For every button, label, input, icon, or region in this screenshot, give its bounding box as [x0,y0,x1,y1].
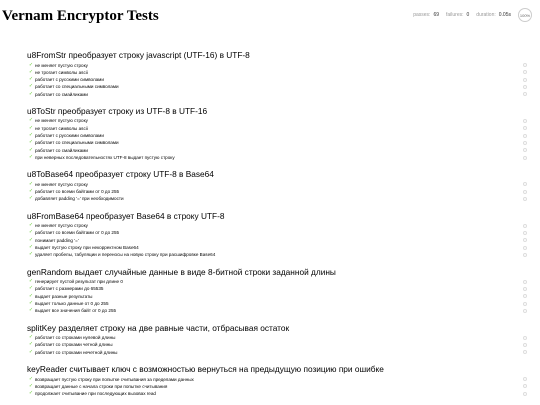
test-row[interactable] [27,76,523,83]
pass-check-icon: ✓ [28,153,34,160]
test-title[interactable]: при неверных последовательностях UTF-8 выдает пустую строку [35,154,175,160]
test-title[interactable]: выдает пустую строку при некорректном Base64 [35,245,139,251]
pass-check-icon: ✓ [28,83,34,90]
replay-icon[interactable] [523,126,527,130]
pass-check-icon: ✓ [28,341,34,348]
replay-icon[interactable] [523,253,527,257]
test-row[interactable] [27,341,523,348]
pass-check-icon: ✓ [28,222,34,229]
replay-icon[interactable] [523,119,527,123]
suite-title[interactable]: u8ToBase64 преобразует строку UTF-8 в Base64 [27,169,214,180]
test-suite [27,364,523,397]
replay-icon[interactable] [523,63,527,67]
replay-icon[interactable] [523,384,527,388]
test-title[interactable]: выдает все значения байт от 0 до 255 [35,308,117,314]
pass-check-icon: ✓ [28,292,34,299]
progress-indicator: 100% [518,8,532,22]
test-title[interactable]: выдает только данные от 0 до 255 [35,301,109,307]
replay-icon[interactable] [523,92,527,96]
pass-check-icon: ✓ [28,251,34,258]
replay-icon[interactable] [523,238,527,242]
test-title[interactable]: не трогает символы ascii [35,69,88,75]
suite-title[interactable]: keyReader считывает ключ с возможностью вернуться на предыдущую позицию при ошибке [27,364,384,375]
test-suite [27,211,523,259]
test-row[interactable] [27,293,523,300]
test-row[interactable] [27,62,523,69]
test-row[interactable] [27,383,523,390]
replay-icon[interactable] [523,343,527,347]
test-suite [27,323,523,356]
test-suite [27,267,523,315]
test-title[interactable]: работает со строками нулевой длины [35,335,116,341]
pass-check-icon: ✓ [28,139,34,146]
test-row[interactable] [27,132,523,139]
test-row[interactable] [27,307,523,314]
test-row[interactable] [27,91,523,98]
pass-check-icon: ✓ [28,132,34,139]
replay-icon[interactable] [523,78,527,82]
test-title[interactable]: не меняет пустую строку [35,181,88,187]
pass-check-icon: ✓ [28,244,34,251]
pass-check-icon: ✓ [28,285,34,292]
test-suite [27,106,523,161]
test-row[interactable] [27,237,523,244]
test-row[interactable] [27,125,523,132]
replay-icon[interactable] [523,182,527,186]
pass-check-icon: ✓ [28,124,34,131]
pass-check-icon: ✓ [28,348,34,355]
test-row[interactable] [27,390,523,397]
test-title[interactable]: не меняет пустую строку [35,223,88,229]
test-title[interactable]: работает со строками нечетной длины [35,349,118,355]
test-suite [27,169,523,202]
test-row[interactable] [27,69,523,76]
replay-icon[interactable] [523,85,527,89]
replay-icon[interactable] [523,156,527,160]
pass-check-icon: ✓ [28,90,34,97]
replay-icon[interactable] [523,224,527,228]
replay-icon[interactable] [523,392,527,396]
replay-icon[interactable] [523,148,527,152]
replay-icon[interactable] [523,246,527,250]
pass-check-icon: ✓ [28,188,34,195]
test-row[interactable] [27,147,523,154]
test-title[interactable]: работает с русскими символами [35,133,104,139]
stats-bar [413,7,532,23]
replay-icon[interactable] [523,280,527,284]
replay-icon[interactable] [523,294,527,298]
replay-icon[interactable] [523,141,527,145]
suite-title[interactable]: u8FromStr преобразует строку javascript (UTF-16) в UTF-8 [27,50,250,60]
pass-check-icon: ✓ [28,195,34,202]
test-row[interactable] [27,376,523,383]
replay-icon[interactable] [523,190,527,194]
test-title[interactable]: понимает padding '=' [35,237,79,243]
test-title[interactable]: работает со смайликами [35,91,88,97]
test-row[interactable] [27,285,523,292]
test-title[interactable]: добавляет padding '=' при необходимости [35,196,124,202]
test-row[interactable] [27,222,523,229]
suite-title[interactable]: u8ToStr преобразует строку из UTF-8 в UTF-16 [27,105,208,116]
pass-check-icon: ✓ [28,146,34,153]
pass-check-icon: ✓ [28,180,34,187]
test-title[interactable]: возвращает данные с начала строки при попытке считывания [35,383,168,389]
test-row[interactable] [27,334,523,341]
replay-icon[interactable] [523,197,527,201]
failures-label[interactable]: failures: [446,12,464,18]
test-title[interactable]: работает со всеми байтами от 0 до 255 [35,189,120,195]
test-title[interactable]: продолжает считывание при последующих вызовах read [35,391,156,397]
failures-value[interactable]: 0 [466,12,470,18]
passes-value[interactable]: 69 [433,12,439,18]
test-row[interactable] [27,349,523,356]
test-row[interactable] [27,244,523,251]
test-title[interactable]: генерирует пустой результат при длине 0 [35,279,123,285]
replay-icon[interactable] [523,302,527,306]
pass-check-icon: ✓ [28,390,34,397]
pass-check-icon: ✓ [28,278,34,285]
test-row[interactable] [27,154,523,161]
suite-title[interactable]: genRandom выдает случайные данные в виде 8-битной строки заданной длины [27,266,336,277]
test-title[interactable]: работает со строками четной длины [35,342,113,348]
test-title[interactable]: работает со специальными символами [35,140,119,146]
replay-icon[interactable] [523,336,527,340]
test-row[interactable] [27,229,523,236]
pass-check-icon: ✓ [28,229,34,236]
replay-icon[interactable] [523,231,527,235]
test-title[interactable]: не трогает символы ascii [35,125,88,131]
test-row[interactable] [27,83,523,90]
test-row[interactable] [27,278,523,285]
pass-check-icon: ✓ [28,307,34,314]
test-title[interactable]: работает с русскими символами [35,77,104,83]
test-suite [27,50,523,98]
test-row[interactable] [27,139,523,146]
test-title[interactable]: не меняет пустую строку [35,62,88,68]
replay-icon[interactable] [523,377,527,381]
test-title[interactable]: удаляет пробелы, табуляции и переносы на новую строку при расшифровке Base64 [35,252,216,258]
passes-label[interactable]: passes: [413,12,431,18]
test-title[interactable]: возвращает пустую строку при попытке считывания за пределами данных [35,376,194,382]
test-title[interactable]: выдает разные результаты [35,293,93,299]
test-title[interactable]: не меняет пустую строку [35,118,88,124]
test-title[interactable]: работает со всеми байтами от 0 до 255 [35,230,120,236]
pass-check-icon: ✓ [28,300,34,307]
test-title[interactable]: работает со специальными символами [35,84,119,90]
test-report [27,50,523,405]
pass-check-icon: ✓ [28,68,34,75]
test-row[interactable] [27,251,523,258]
test-title[interactable]: работает с размерами до 65535 [35,286,104,292]
test-row[interactable] [27,117,523,124]
pass-check-icon: ✓ [28,61,34,68]
pass-check-icon: ✓ [28,334,34,341]
test-title[interactable]: работает со смайликами [35,147,88,153]
test-row[interactable] [27,188,523,195]
test-row[interactable] [27,181,523,188]
pass-check-icon: ✓ [28,76,34,83]
replay-icon[interactable] [523,287,527,291]
pass-check-icon: ✓ [28,382,34,389]
duration-value: 0.05s [498,12,511,18]
replay-icon[interactable] [523,134,527,138]
pass-check-icon: ✓ [28,375,34,382]
test-row[interactable] [27,300,523,307]
replay-icon[interactable] [523,350,527,354]
suite-title[interactable]: u8FromBase64 преобразует Base64 в строку UTF-8 [27,210,225,221]
pass-check-icon: ✓ [28,236,34,243]
duration-label: duration: [476,12,496,18]
replay-icon[interactable] [523,309,527,313]
test-row[interactable] [27,195,523,202]
suite-title[interactable]: splitKey разделяет строку на две равные части, отбрасывая остаток [27,322,290,333]
page-title: Vernam Encryptor Tests [2,8,159,24]
pass-check-icon: ✓ [28,117,34,124]
replay-icon[interactable] [523,70,527,74]
